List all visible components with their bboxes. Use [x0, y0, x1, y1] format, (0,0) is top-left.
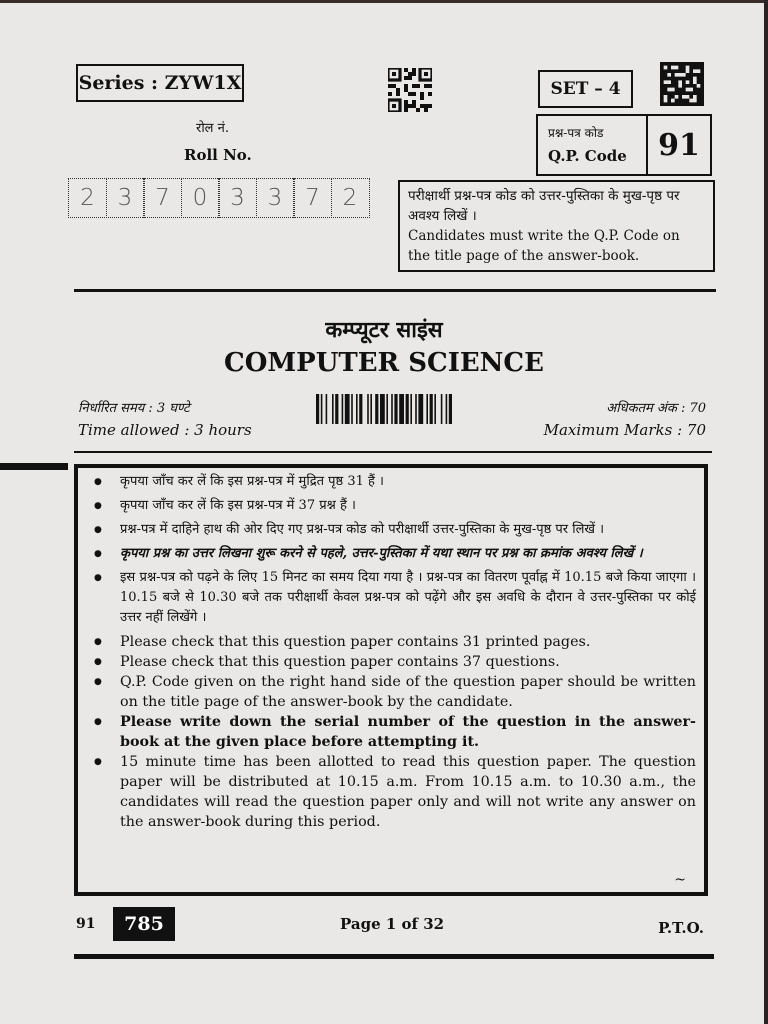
- list-item: ● 15 minute time has been allotted to read this question paper. The question paper will be distributed at 10.15 a.m. From 10.15 a.m. to 10.30 a.m., the candidates will read the question paper only and will not write any answer on the answer-book during this period.: [88, 752, 696, 832]
- time-allowed-hindi: निर्धारित समय : 3 घण्टे: [78, 401, 190, 416]
- top-edge: [0, 0, 768, 3]
- qr-code-icon: [388, 68, 432, 112]
- divider: [74, 289, 716, 292]
- list-item: ● कृपया जाँच कर लें कि इस प्रश्न-पत्र में मुद्रित पृष्ठ 31 हैं ।: [88, 472, 696, 492]
- roll-digit: 2: [331, 178, 370, 218]
- list-item: ● कृपया प्रश्न का उत्तर लिखना शुरू करने से पहले, उत्तर-पुस्तिका में यथा स्थान पर प्रश्न का क्रमांक अवश्य लिखें ।: [88, 544, 696, 564]
- margin-bar: [0, 463, 68, 470]
- footer-divider: [74, 954, 714, 959]
- general-instructions-box: [74, 464, 708, 896]
- qp-code-box: [536, 114, 712, 176]
- continuation-mark: ~: [674, 872, 686, 888]
- roll-digit: 3: [218, 178, 257, 218]
- qp-instruction-box: [398, 180, 715, 272]
- pto-label: P.T.O.: [658, 919, 704, 937]
- qp-code-value: 91: [658, 127, 700, 163]
- list-item: ● कृपया जाँच कर लें कि इस प्रश्न-पत्र में 37 प्रश्न हैं ।: [88, 496, 696, 516]
- qp-instruction-hindi: परीक्षार्थी प्रश्न-पत्र कोड को उत्तर-पुस्तिका के मुख-पृष्ठ पर अवश्य लिखें ।: [408, 188, 680, 224]
- footer-number-badge: 785: [113, 907, 175, 941]
- list-item: ● Please write down the serial number of the question in the answer-book at the given place before attempting it.: [88, 712, 696, 752]
- subject-title: COMPUTER SCIENCE: [224, 348, 544, 378]
- page-indicator: Page 1 of 32: [340, 915, 445, 933]
- max-marks-hindi: अधिकतम अंक : 70: [606, 401, 706, 416]
- roll-digit: 0: [181, 178, 220, 218]
- roll-digit: 3: [106, 178, 145, 218]
- right-edge: [764, 0, 768, 1024]
- instructions-english-list: [88, 632, 696, 832]
- qp-code-label: Q.P. Code: [548, 147, 627, 165]
- roll-digit: 2: [68, 178, 107, 218]
- divider: [74, 451, 712, 453]
- roll-digit: 7: [143, 178, 182, 218]
- instructions-hindi-list: [88, 472, 696, 628]
- list-item: ● इस प्रश्न-पत्र को पढ़ने के लिए 15 मिनट का समय दिया गया है । प्रश्न-पत्र का वितरण पूर्वाह्न में 10.15 बजे किया जाएगा । 10.15 बजे से 10.30 बजे तक परीक्षार्थी केवल प्रश्न-पत्र को पढ़ेंगे और इस अवधि के दौरान वे उत्तर-पुस्तिका पर कोई उत्तर नहीं लिखेंगे ।: [88, 568, 696, 628]
- qp-instruction-english: Candidates must write the Q.P. Code on the title page of the answer-book.: [408, 228, 680, 264]
- roll-number-grid: [68, 178, 368, 218]
- time-allowed: Time allowed : 3 hours: [78, 421, 252, 439]
- list-item: ● प्रश्न-पत्र में दाहिने हाथ की ओर दिए गए प्रश्न-पत्र कोड को परीक्षार्थी उत्तर-पुस्तिका के मुख-पृष्ठ पर लिखें ।: [88, 520, 696, 540]
- roll-digit: 7: [293, 178, 332, 218]
- roll-digit: 3: [256, 178, 295, 218]
- set-label: SET – 4: [538, 70, 633, 108]
- footer-qp-code: 91: [76, 916, 96, 932]
- barcode-icon: [316, 394, 492, 424]
- subject-title-hindi: कम्प्यूटर साइंस: [325, 317, 443, 343]
- series-label: Series : ZYW1X: [76, 64, 244, 102]
- roll-label: Roll No.: [184, 146, 252, 164]
- qp-code-label-hindi: प्रश्न-पत्र कोड: [548, 126, 604, 140]
- list-item: ● Q.P. Code given on the right hand side of the question paper should be written on the title page of the answer-book by the candidate.: [88, 672, 696, 712]
- list-item: ● Please check that this question paper contains 37 questions.: [88, 652, 696, 672]
- roll-label-hindi: रोल नं.: [196, 121, 229, 136]
- qp-code-labels: [538, 116, 648, 174]
- data-matrix-icon: [660, 62, 704, 106]
- max-marks: Maximum Marks : 70: [543, 421, 706, 439]
- list-item: ● Please check that this question paper contains 31 printed pages.: [88, 632, 696, 652]
